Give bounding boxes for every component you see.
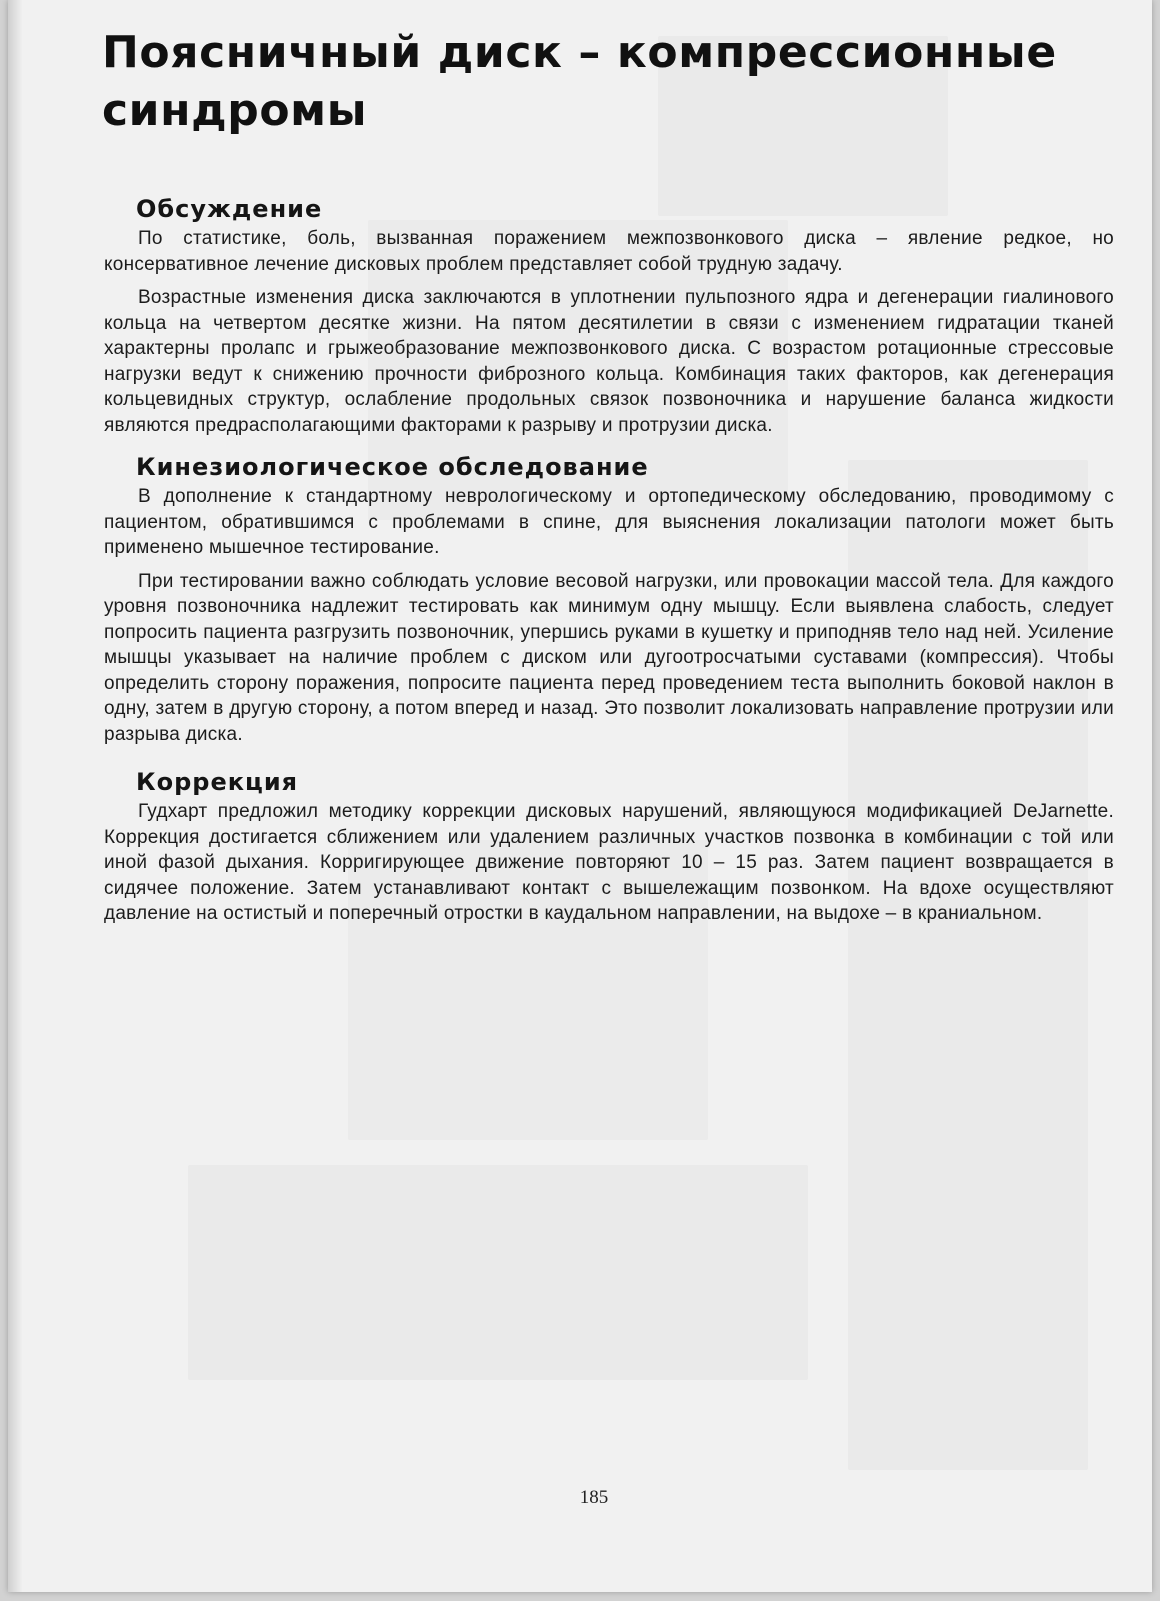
section-correction — [104, 767, 1114, 927]
section-heading: Коррекция — [136, 768, 299, 796]
paragraph: При тестировании важно соблюдать условие весовой нагрузки, или провокации массой тела. Для каждого уровня позвоночника надлежит тестировать как минимум одну мышцу. Если выявлена слабость, следует попросить пациента разгрузить позвоночник, упершись руками в кушетку и приподняв тело над ней. Усиление мышцы указывает на наличие проблем с диском или дугоотросчатыми суставами (компрессия). Чтобы определить сторону поражения, попросите пациента перед проведением теста выполнить боковой наклон в одну, затем в другую сторону, а потом вперед и назад. Это позволит локализовать направление протрузии или разрыва диска. — [104, 570, 1114, 745]
paragraph: В дополнение к стандартному неврологическому и ортопедическому обследованию, проводимому с пациентом, обратившимся с проблемами в спине, для выяснения локализации патологи может быть применено мышечное тестирование. — [104, 486, 1114, 558]
section-heading: Обсуждение — [136, 195, 323, 223]
section-discussion — [104, 194, 1114, 438]
section-kinesiology-exam — [104, 452, 1114, 747]
page-number: 185 — [579, 1487, 609, 1508]
paragraph: По статистике, боль, вызванная поражением межпозвонкового диска – явление редкое, но консервативное лечение дисковых проблем представляет собой трудную задачу. — [104, 228, 1114, 275]
book-page — [8, 0, 1152, 1592]
page-gutter-shadow — [8, 0, 22, 1592]
paragraph: Возрастные изменения диска заключаются в уплотнении пульпозного ядра и дегенерации гиалинового кольца на четвертом десятке жизни. На пятом десятилетии в связи с изменением гидратации тканей характерны пролапс и грыжеобразование межпозвонкового диска. С возрастом ротационные стрессовые нагрузки ведут к снижению прочности фиброзного кольца. Комбинация таких факторов, как дегенерация кольцевидных структур, ослабление продольных связок позвоночника и нарушение баланса жидкости являются предрасполагающими факторами к разрыву и протрузии диска. — [104, 287, 1114, 436]
paragraph: Гудхарт предложил методику коррекции дисковых нарушений, являющуюся модификацией DeJarnette. Коррекция достигается сближением или удалением различных участков позвонка в комбинации с той или иной фазой дыхания. Корригирующее движение повторяют 10 – 15 раз. Затем пациент возвращается в сидячее положение. Затем устанавливают контакт с вышележащим позвонком. На вдохе осуществляют давление на остистый и поперечный отростки в каудальном направлении, на выдохе – в краниальном. — [104, 801, 1114, 924]
page-title: Поясничный диск – компрессионные синдромы — [102, 27, 1057, 136]
page-content — [104, 24, 1114, 927]
bleed-through-caption — [188, 1165, 808, 1380]
section-heading: Кинезиологическое обследование — [136, 453, 649, 481]
